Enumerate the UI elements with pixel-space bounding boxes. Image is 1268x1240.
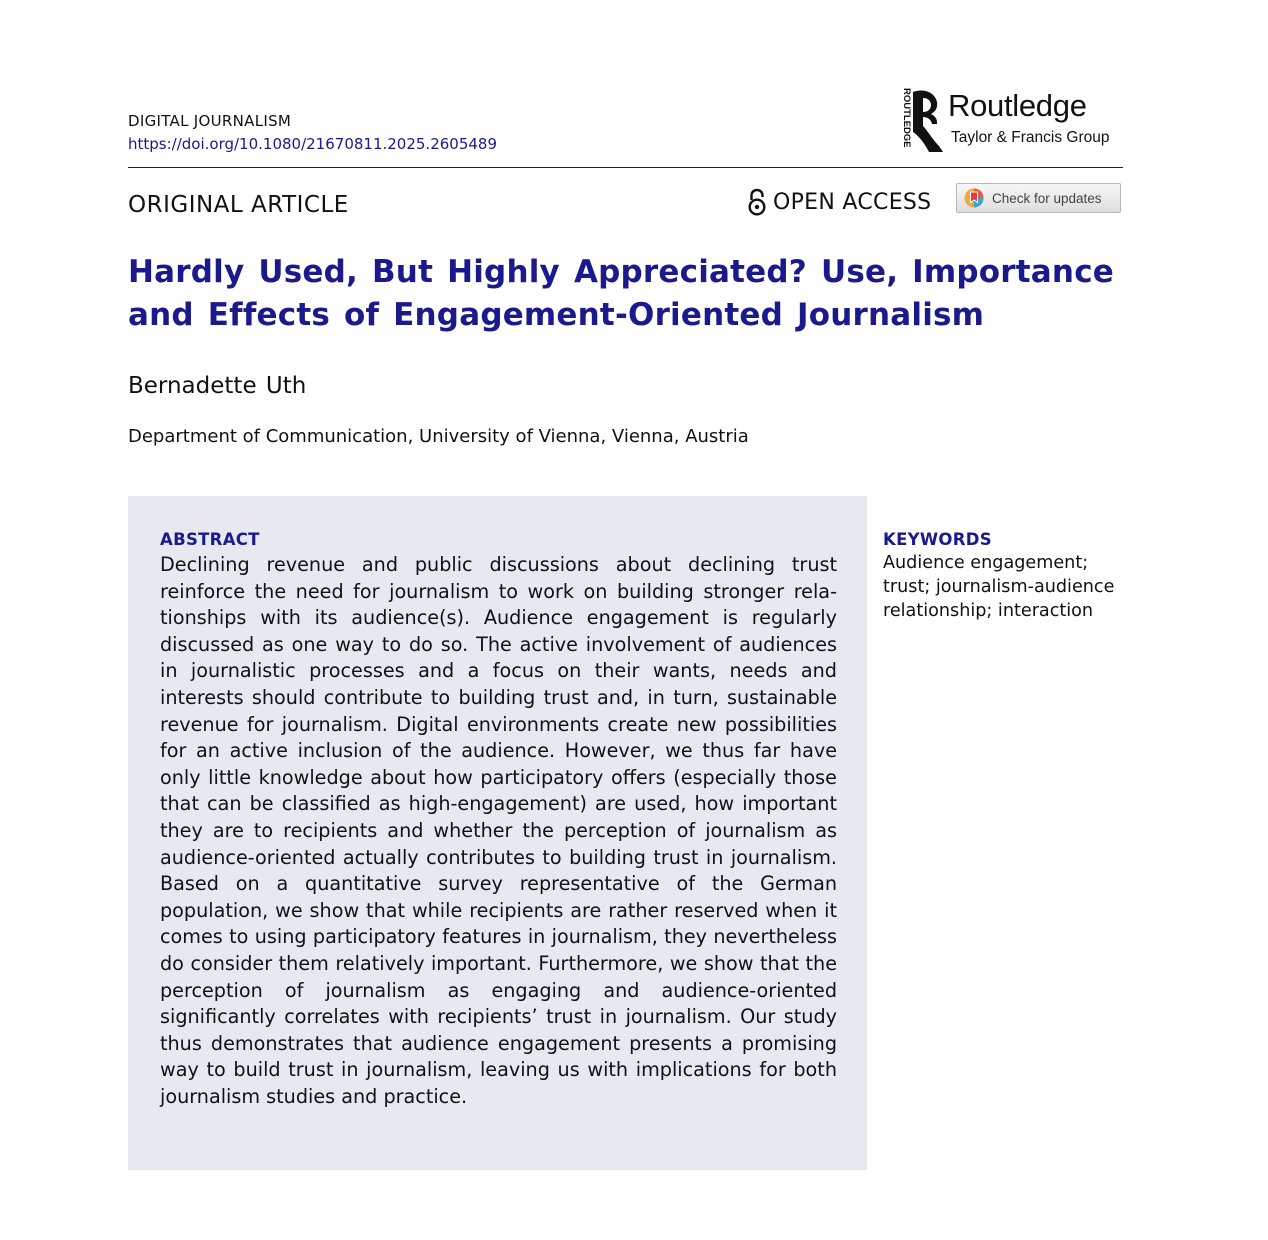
abstract-heading: ABSTRACT <box>160 530 260 549</box>
publisher-mark-text: ROUTLEDGE <box>901 88 912 148</box>
abstract-panel <box>128 496 867 1170</box>
abstract-text: Declining revenue and public discussions about declining trust reinforce the need for journalism to work on building stronger relationships with its audience(s). Audience engagement is regularly discussed as one way to do so. The active involvement of audiences in journalistic processes and a focus on their wants, needs and interests should contribute to building trust and, in turn, sustainable revenue for journalism. Digital environments create new possibilities for an active inclusion of the audience. However, we thus far have only little knowledge about how participatory offers (especially those that can be classified as high-engagement) are used, how important they are to recipients and whether the perception of journalism as audience-oriented actually contributes to building trust in journalism. Based on a quantitative survey representative of the German population, we show that while recipients are rather reserved when it comes to using participatory features in journalism, they nevertheless do consider them relatively important. Furthermore, we show that the perception of journalism as engaging and audience-oriented significantly correlates with recipients’ trust in journalism. Our study thus demonstrates that audience engagement presents a promising way to build trust in journalism, leaving us with implications for both journalism studies and practice. <box>160 553 837 1108</box>
open-access-label: OPEN ACCESS <box>773 189 932 215</box>
publisher-name: Routledge <box>948 88 1087 123</box>
routledge-profile-logo-icon <box>893 86 945 154</box>
check-for-updates-button[interactable] <box>956 183 1121 213</box>
author-name[interactable]: Bernadette Uth <box>128 373 307 399</box>
journal-name: DIGITAL JOURNALISM <box>128 112 292 130</box>
publisher-logo[interactable] <box>893 86 1133 156</box>
doi-link[interactable]: https://doi.org/10.1080/21670811.2025.2605489 <box>128 135 498 153</box>
crossmark-icon <box>963 187 985 209</box>
author-affiliation: Department of Communication, University of Vienna, Vienna, Austria <box>128 426 749 447</box>
header-divider <box>128 167 1123 168</box>
open-lock-icon <box>747 188 767 216</box>
check-for-updates-label: Check for updates <box>992 190 1102 206</box>
open-access-badge <box>747 188 931 216</box>
article-title: Hardly Used, But Highly Appreciated? Use, Importance and Effects of Engagement-Oriented Journalism <box>128 254 1114 333</box>
keywords-list: Audience engagement; trust; journalism-audience relationship; interaction <box>883 553 1115 621</box>
article-type: ORIGINAL ARTICLE <box>128 192 349 218</box>
publisher-group: Taylor & Francis Group <box>951 129 1110 146</box>
keywords-heading: KEYWORDS <box>883 530 992 549</box>
